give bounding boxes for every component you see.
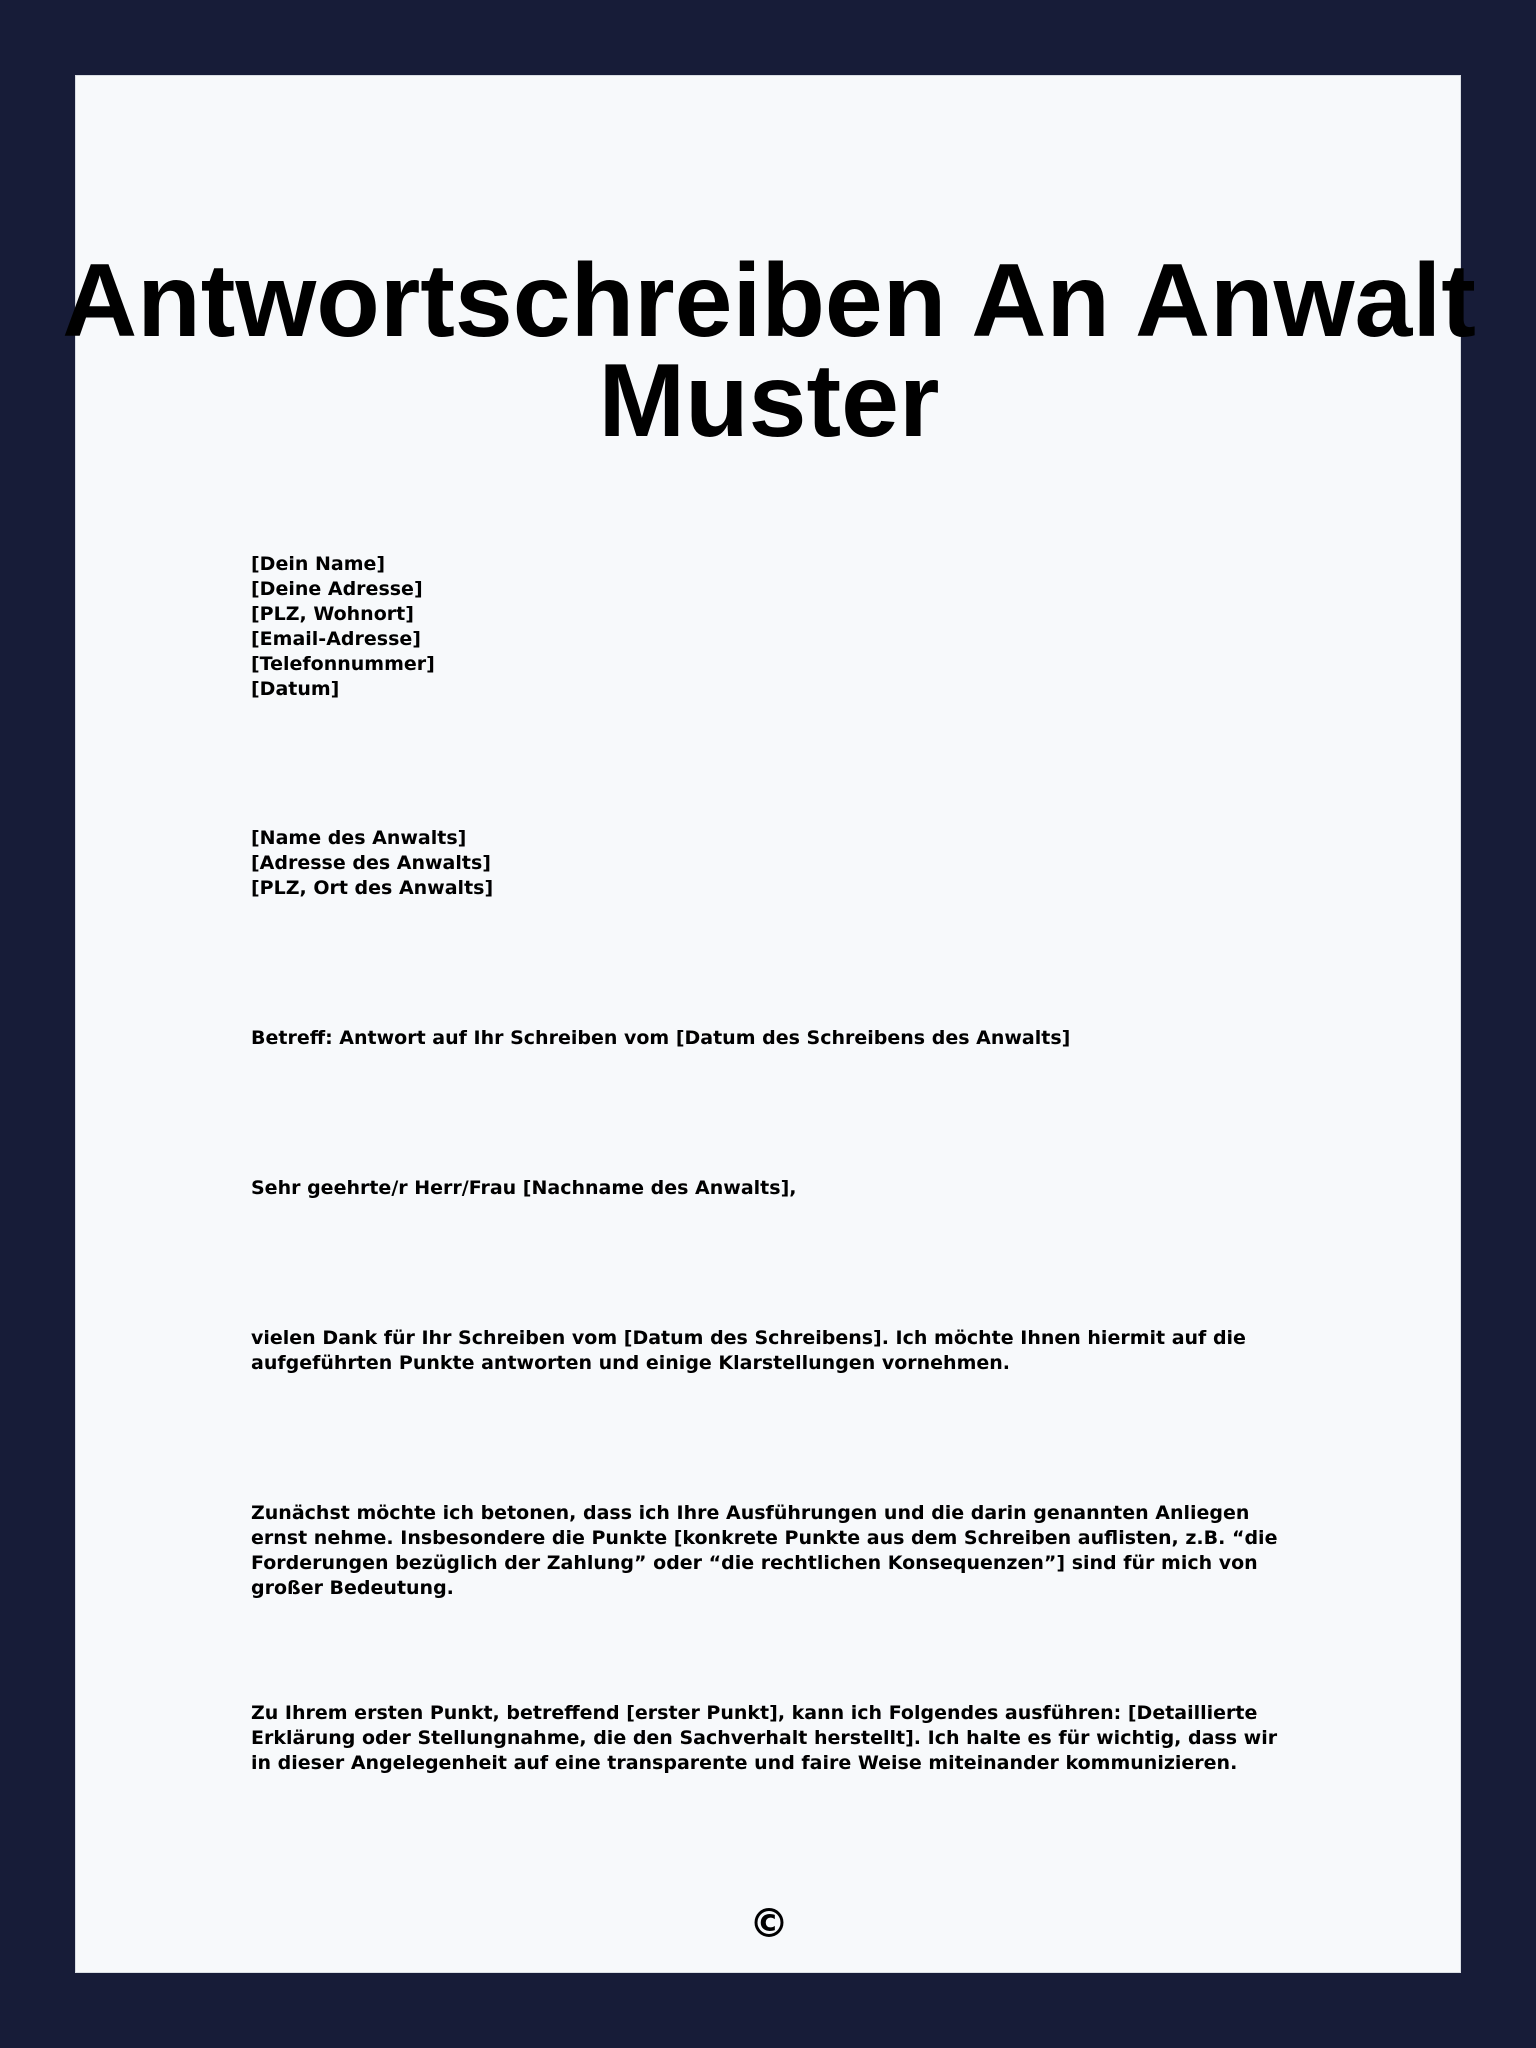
body-paragraph-1: vielen Dank für Ihr Schreiben vom [Datum des Schreibens]. Ich möchte Ihnen hiermit auf die aufgeführten Punkte antworten und einige Klarstellungen vornehmen. (251, 1327, 1246, 1374)
salutation: Sehr geehrte/r Herr/Frau [Nachname des Anwalts], (251, 1177, 797, 1199)
title-line-1: Antwortschreiben An Anwalt (62, 243, 1476, 359)
sender-address-block (251, 552, 1301, 702)
recipient-postal-city: [PLZ, Ort des Anwalts] (251, 877, 494, 899)
sender-name: [Dein Name] (251, 553, 386, 575)
recipient-address: [Adresse des Anwalts] (251, 852, 491, 874)
recipient-name: [Name des Anwalts] (251, 827, 467, 849)
sender-date: [Datum] (251, 678, 340, 700)
subject-line: Betreff: Antwort auf Ihr Schreiben vom [Datum des Schreibens des Anwalts] (251, 1027, 1071, 1049)
document-title (36, 243, 1502, 459)
sender-email: [Email-Adresse] (251, 628, 421, 650)
copyright-icon: © (749, 1901, 789, 1947)
title-line-2: Muster (598, 343, 940, 459)
recipient-address-block (251, 826, 1301, 901)
body-paragraph-2: Zunächst möchte ich betonen, dass ich Ihre Ausführungen und die darin genannten Anliegen ernst nehme. Insbesondere die Punkte [konkrete Punkte aus dem Schreiben auflisten, z.B. “die Forderungen bezüglich der Zahlung” oder “die rechtlichen Konsequenzen”] sind für mich von großer Bedeutung. (251, 1502, 1278, 1599)
sender-address: [Deine Adresse] (251, 578, 423, 600)
sender-phone: [Telefonnummer] (251, 653, 435, 675)
body-paragraph-3: Zu Ihrem ersten Punkt, betreffend [erster Punkt], kann ich Folgendes ausführen: [Detaillierte Erklärung oder Stellungnahme, die den Sachverhalt herstellt]. Ich halte es für wichtig, dass wir in dieser Angelegenheit auf eine transparente und faire Weise miteinander kommunizieren. (251, 1702, 1278, 1774)
sender-postal-city: [PLZ, Wohnort] (251, 603, 414, 625)
document-page (62, 75, 1476, 1973)
